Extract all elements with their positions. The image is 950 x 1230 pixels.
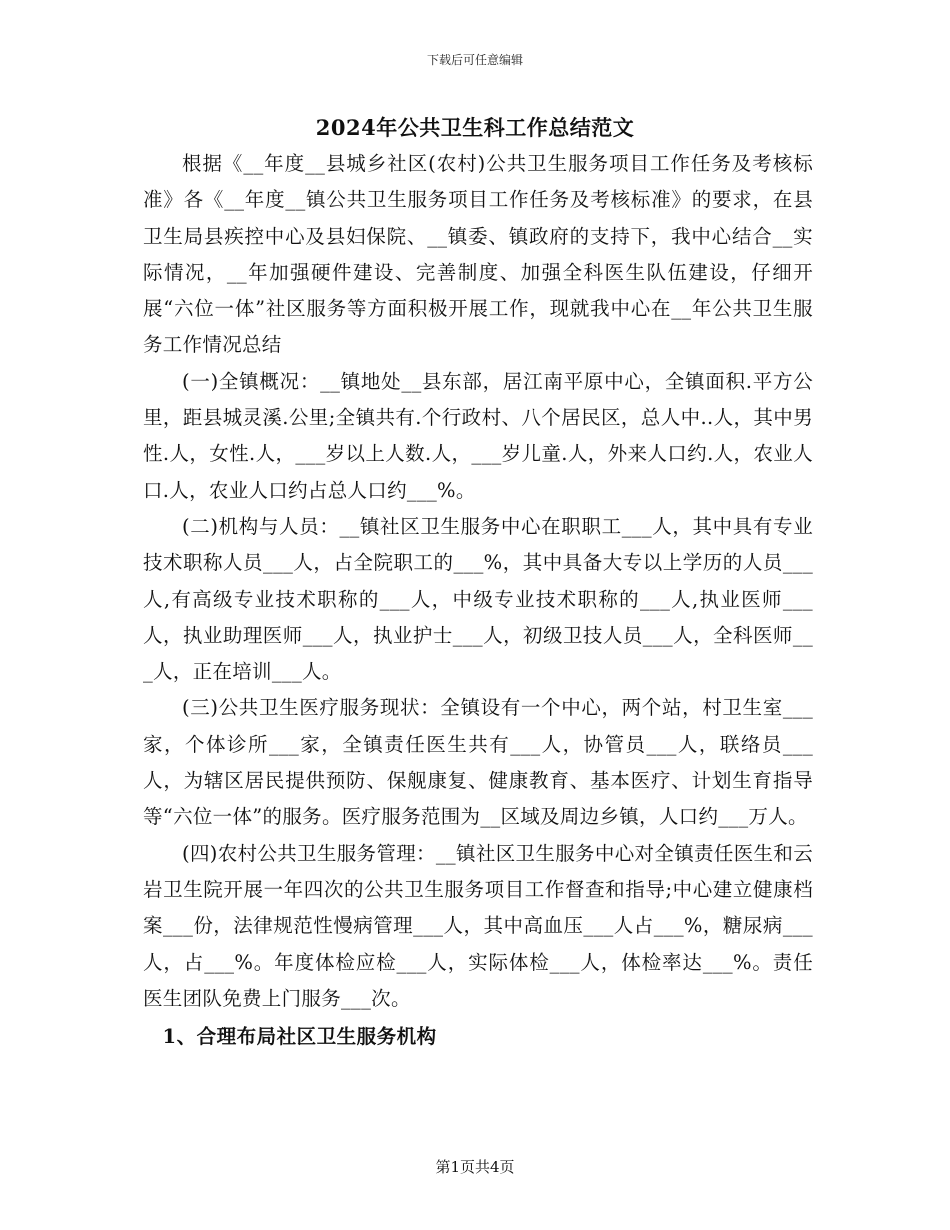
paragraph-service-status: (三)公共卫生医疗服务现状：全镇设有一个中心，两个站，村卫生室___家，个体诊所___家，全镇责任医生共有___人，协管员___人，联络员___人，为辖区居民提供预防、保舰康复、健康教育、基本医疗、计划生育指导等“六位一体”的服务。医疗服务范围为__区域及周边乡镇，人口约___万人。 [143,696,813,829]
document-title: 2024年公共卫生科工作总结范文 [315,115,635,140]
page-number: 第1页共4页 [435,1158,515,1176]
page-header-note: 下载后可任意编辑 [426,53,523,67]
section-heading: 1、合理布局社区卫生服务机构 [162,1025,437,1049]
document-body [143,146,813,1057]
paragraph-staff: (二)机构与人员：__镇社区卫生服务中心在职职工___人，其中具有专业技术职称人员___人，占全院职工的___%，其中具备大专以上学历的人员___人,有高级专业技术职称的___人，中级专业技术职称的___人,执业医师___人，执业助理医师___人，执业护士___人，初级卫技人员___人，全科医师___人，正在培训___人。 [143,514,813,684]
paragraph-intro: 根据《__年度__县城乡社区(农村)公共卫生服务项目工作任务及考核标准》各《__年度__镇公共卫生服务项目工作任务及考核标准》的要求，在县卫生局县疾控中心及县妇保院、__镇委、镇政府的支持下，我中心结合__实际情况，__年加强硬件建设、完善制度、加强全科医生队伍建设，仔细开展“六位一体”社区服务等方面积极开展工作，现就我中心在__年公共卫生服务工作情况总结 [143,152,813,357]
paragraph-rural-management: (四)农村公共卫生服务管理：__镇社区卫生服务中心对全镇责任医生和云岩卫生院开展一年四次的公共卫生服务项目工作督查和指导;中心建立健康档案___份，法律规范性慢病管理___人，其中高血压___人占___%，糖尿病___人，占___%。年度体检应检___人，实际体检___人，体检率达___%。责任医生团队免费上门服务___次。 [143,841,813,1010]
paragraph-town-overview: (一)全镇概况：__镇地处__县东部，居江南平原中心，全镇面积.平方公里，距县城灵溪.公里;全镇共有.个行政村、八个居民区，总人中..人，其中男性.人，女性.人，___岁以上人数.人，___岁儿童.人，外来人口约.人，农业人口.人，农业人口约占总人口约___%。 [143,369,813,502]
